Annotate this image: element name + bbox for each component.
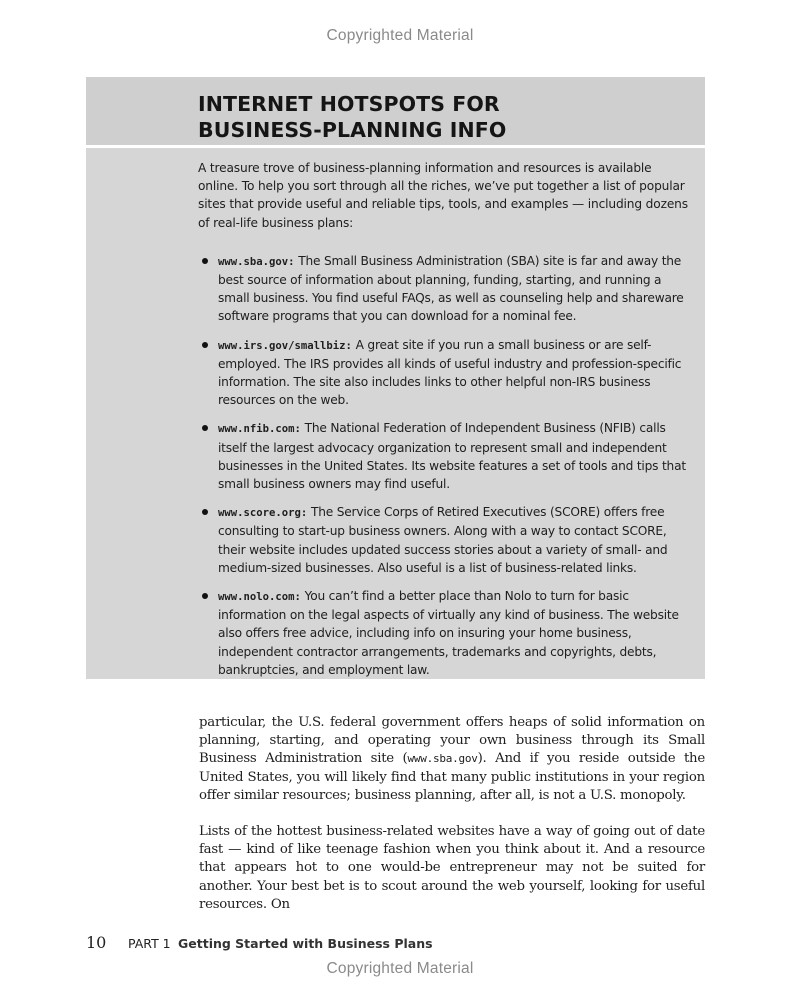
resource-url: www.nfib.com: xyxy=(218,423,301,436)
resource-description: The National Federation of Independent Business (NFIB) calls itself the largest advocacy organization to represent small and independent businesses in the United States. Its website features a set of tools and tips that small business owners may find useful. xyxy=(218,421,686,492)
part-label: PART 1 xyxy=(128,936,171,951)
sidebar-box xyxy=(86,77,705,679)
sidebar-intro: A treasure trove of business-planning information and resources is available online. To help you sort through all the riches, we’ve put together a list of popular sites that provide useful and reliable tips, tools, and examples — including dozens of real-life business plans: xyxy=(198,161,688,230)
page-number: 10 xyxy=(86,933,107,952)
resource-description: The Service Corps of Retired Executives (SCORE) offers free consulting to start-up business owners. Along with a way to contact SCORE, their website includes updated success stories about a variety of small- and medium-sized businesses. Also useful is a list of business-related links. xyxy=(218,505,668,575)
sidebar-title-line2: BUSINESS-PLANNING INFO xyxy=(198,118,507,142)
resource-url: www.score.org: xyxy=(218,507,308,520)
sidebar-body xyxy=(198,159,688,689)
resource-list xyxy=(198,252,688,679)
list-item xyxy=(198,419,688,493)
bullet-icon xyxy=(202,509,208,515)
page-footer xyxy=(86,933,706,955)
resource-description: A great site if you run a small business or are self-employed. The IRS provides all kinds of useful industry and profession-specific information. The site also includes links to other helpful non-IRS business resources on the web. xyxy=(218,337,682,408)
list-item xyxy=(198,587,688,679)
paragraph-text: particular, the U.S. federal government offers heaps of solid information on planning, starting, and operating your own business through its Small Business Administration site ( xyxy=(199,715,705,767)
bullet-icon xyxy=(202,258,208,264)
part-title: Getting Started with Business Plans xyxy=(178,936,433,951)
body-paragraph-2: Lists of the hottest business-related websites have a way of going out of date fast — kind of like teenage fashion when you think about it. And a resource that appears hot to one would-be entrepreneur may not be suited for another. Your best bet is to scout around the web yourself, looking for useful resources. On xyxy=(199,824,705,912)
resource-description: You can’t find a better place than Nolo to turn for basic information on the legal aspects of virtually any kind of business. The website also offers free advice, including info on insuring your home business, independent contractor arrangements, trademarks and copyrights, debts, bankruptcies, and employment law. xyxy=(218,589,679,677)
paragraph-text: ). And if you reside outside the United States, you will likely find that many public institutions in your region offer similar resources; business planning, after all, is not a U.S. monopoly. xyxy=(199,751,705,803)
sidebar-title-line1: INTERNET HOTSPOTS FOR xyxy=(198,92,500,116)
resource-url: www.nolo.com: xyxy=(218,591,301,604)
inline-url: www.sba.gov xyxy=(407,752,478,766)
bullet-icon xyxy=(202,342,208,348)
bullet-icon xyxy=(202,425,208,431)
body-paragraph-1 xyxy=(199,714,705,805)
copyright-watermark-top: Copyrighted Material xyxy=(326,27,474,44)
copyright-watermark-bottom: Copyrighted Material xyxy=(326,960,474,977)
resource-description: The Small Business Administration (SBA) site is far and away the best source of information about planning, funding, starting, and running a small business. You find useful FAQs, as well as counseling help and shareware software programs that you can download for a nominal fee. xyxy=(218,253,684,324)
list-item xyxy=(198,503,688,577)
list-item xyxy=(198,336,688,410)
bullet-icon xyxy=(202,593,208,599)
resource-url: www.irs.gov/smallbiz: xyxy=(218,339,352,352)
sidebar-title xyxy=(198,91,678,143)
sidebar-header xyxy=(86,77,705,148)
list-item xyxy=(198,252,688,326)
body-text xyxy=(199,714,705,932)
resource-url: www.sba.gov: xyxy=(218,255,295,268)
